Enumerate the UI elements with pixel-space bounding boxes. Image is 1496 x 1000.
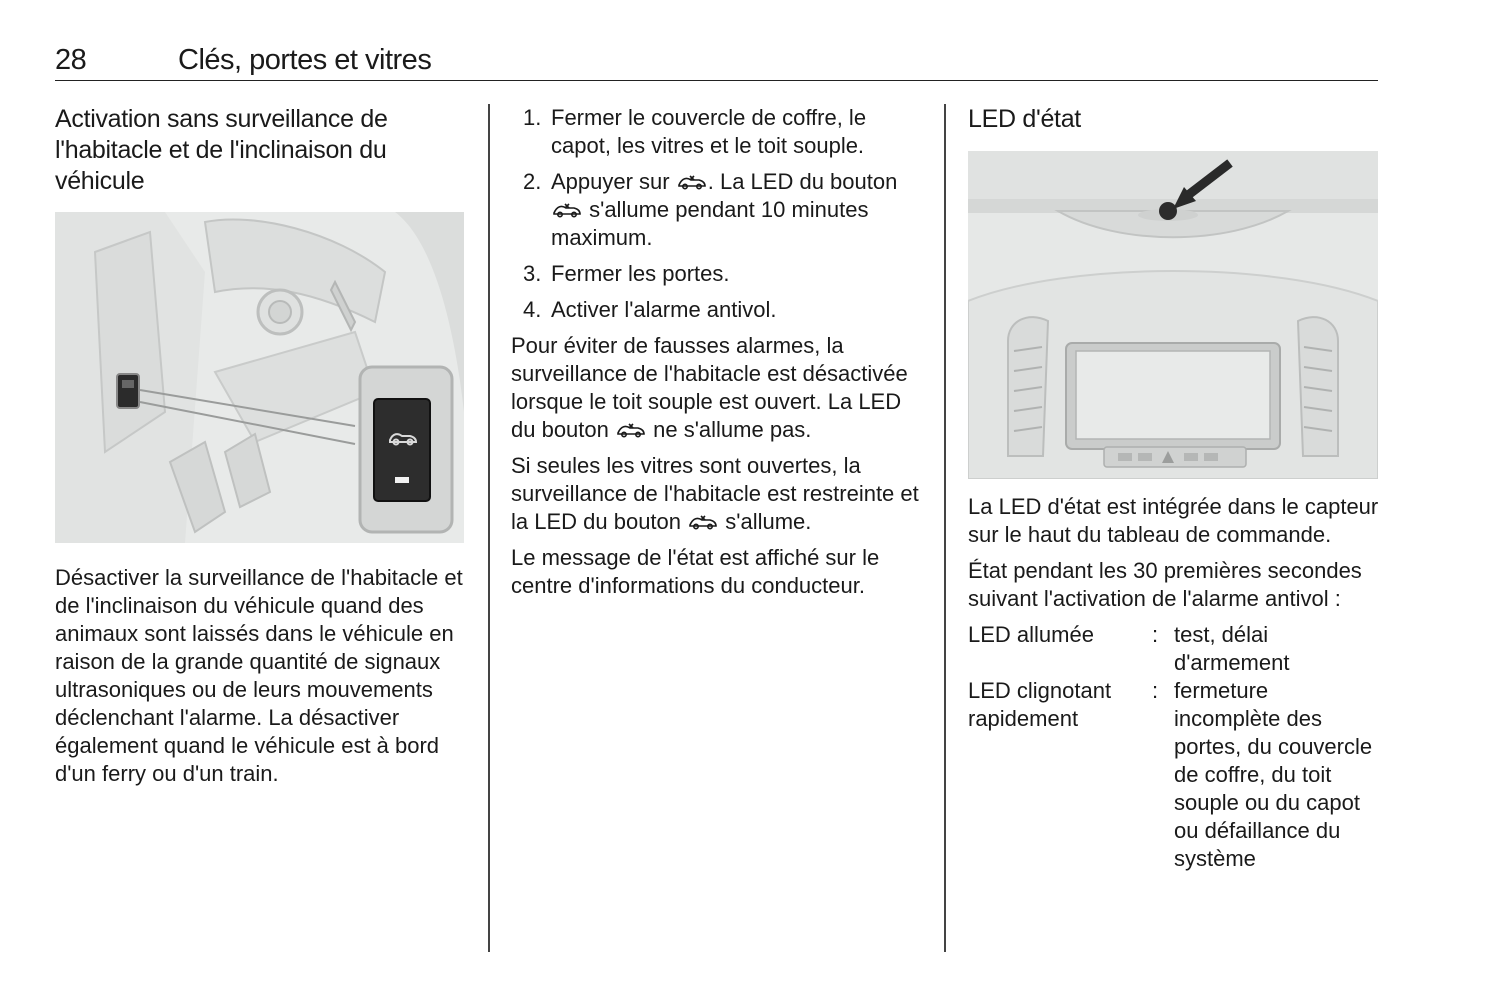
false-alarm-paragraph: Pour éviter de fausses alarmes, la surveillance de l'habitacle est désactivée lorsque le toit souple est ouvert. La LED du bouton ne s'allume pas. <box>511 333 908 442</box>
activation-steps <box>511 104 925 324</box>
column-divider-1 <box>488 104 490 952</box>
step-2: 2. Appuyer sur . La LED du bouton s'allume pendant 10 minutes maximum. <box>523 169 898 250</box>
unattended-body-text: Désactiver la surveillance de l'habitacle et de l'inclinaison du véhicule quand des animaux sont laissés dans le véhicule en raison de la grande quantité de signaux ultrasoniques ou de leurs mouvements déclenchant l'alarme. La désactiver également quand le véhicule est à bord d'un ferry ou d'un train. <box>55 565 463 786</box>
page-number: 28 <box>55 44 87 76</box>
step-3: 3. Fermer les portes. <box>523 261 730 286</box>
led-status-row: LED allumée : test, délai d'armement <box>968 622 1290 675</box>
unattended-car-icon <box>551 202 583 218</box>
page-header <box>55 44 1378 81</box>
column-divider-2 <box>944 104 946 952</box>
led-location-paragraph: La LED d'état est intégrée dans le capteur sur le haut du tableau de commande. <box>968 494 1379 547</box>
section-heading-unattended: Activation sans surveillance de l'habitacle et de l'inclinaison du véhicule <box>55 105 388 195</box>
status-message-paragraph: Le message de l'état est affiché sur le centre d'informations du conducteur. <box>511 545 880 598</box>
column-middle <box>511 104 925 608</box>
led-status-row: LED clignotant rapidement : fermeture incomplète des portes, du couvercle de coffre, du toit souple ou du capot ou défaillance du système <box>968 678 1373 871</box>
led-sensor-illustration <box>968 151 1378 479</box>
column-right <box>968 104 1380 873</box>
column-left <box>55 104 467 796</box>
step-4: 4. Activer l'alarme antivol. <box>523 297 777 322</box>
led-status-intro: État pendant les 30 premières secondes suivant l'activation de l'alarme antivol : <box>968 558 1362 611</box>
led-status-table <box>968 621 1380 873</box>
windows-open-paragraph: Si seules les vitres sont ouvertes, la surveillance de l'habitacle est restreinte et la LED du bouton s'allume. <box>511 453 919 534</box>
page-title: Clés, portes et vitres <box>178 44 432 76</box>
unattended-car-icon <box>615 422 647 438</box>
unattended-car-icon <box>676 174 708 190</box>
step-1: 1. Fermer le couvercle de coffre, le capot, les vitres et le toit souple. <box>523 105 867 158</box>
figure-dashboard-switch <box>55 212 464 543</box>
section-heading-led-status: LED d'état <box>968 105 1081 133</box>
figure-led-sensor <box>968 151 1378 479</box>
dashboard-switch-illustration <box>55 212 464 543</box>
unattended-car-icon <box>687 514 719 530</box>
